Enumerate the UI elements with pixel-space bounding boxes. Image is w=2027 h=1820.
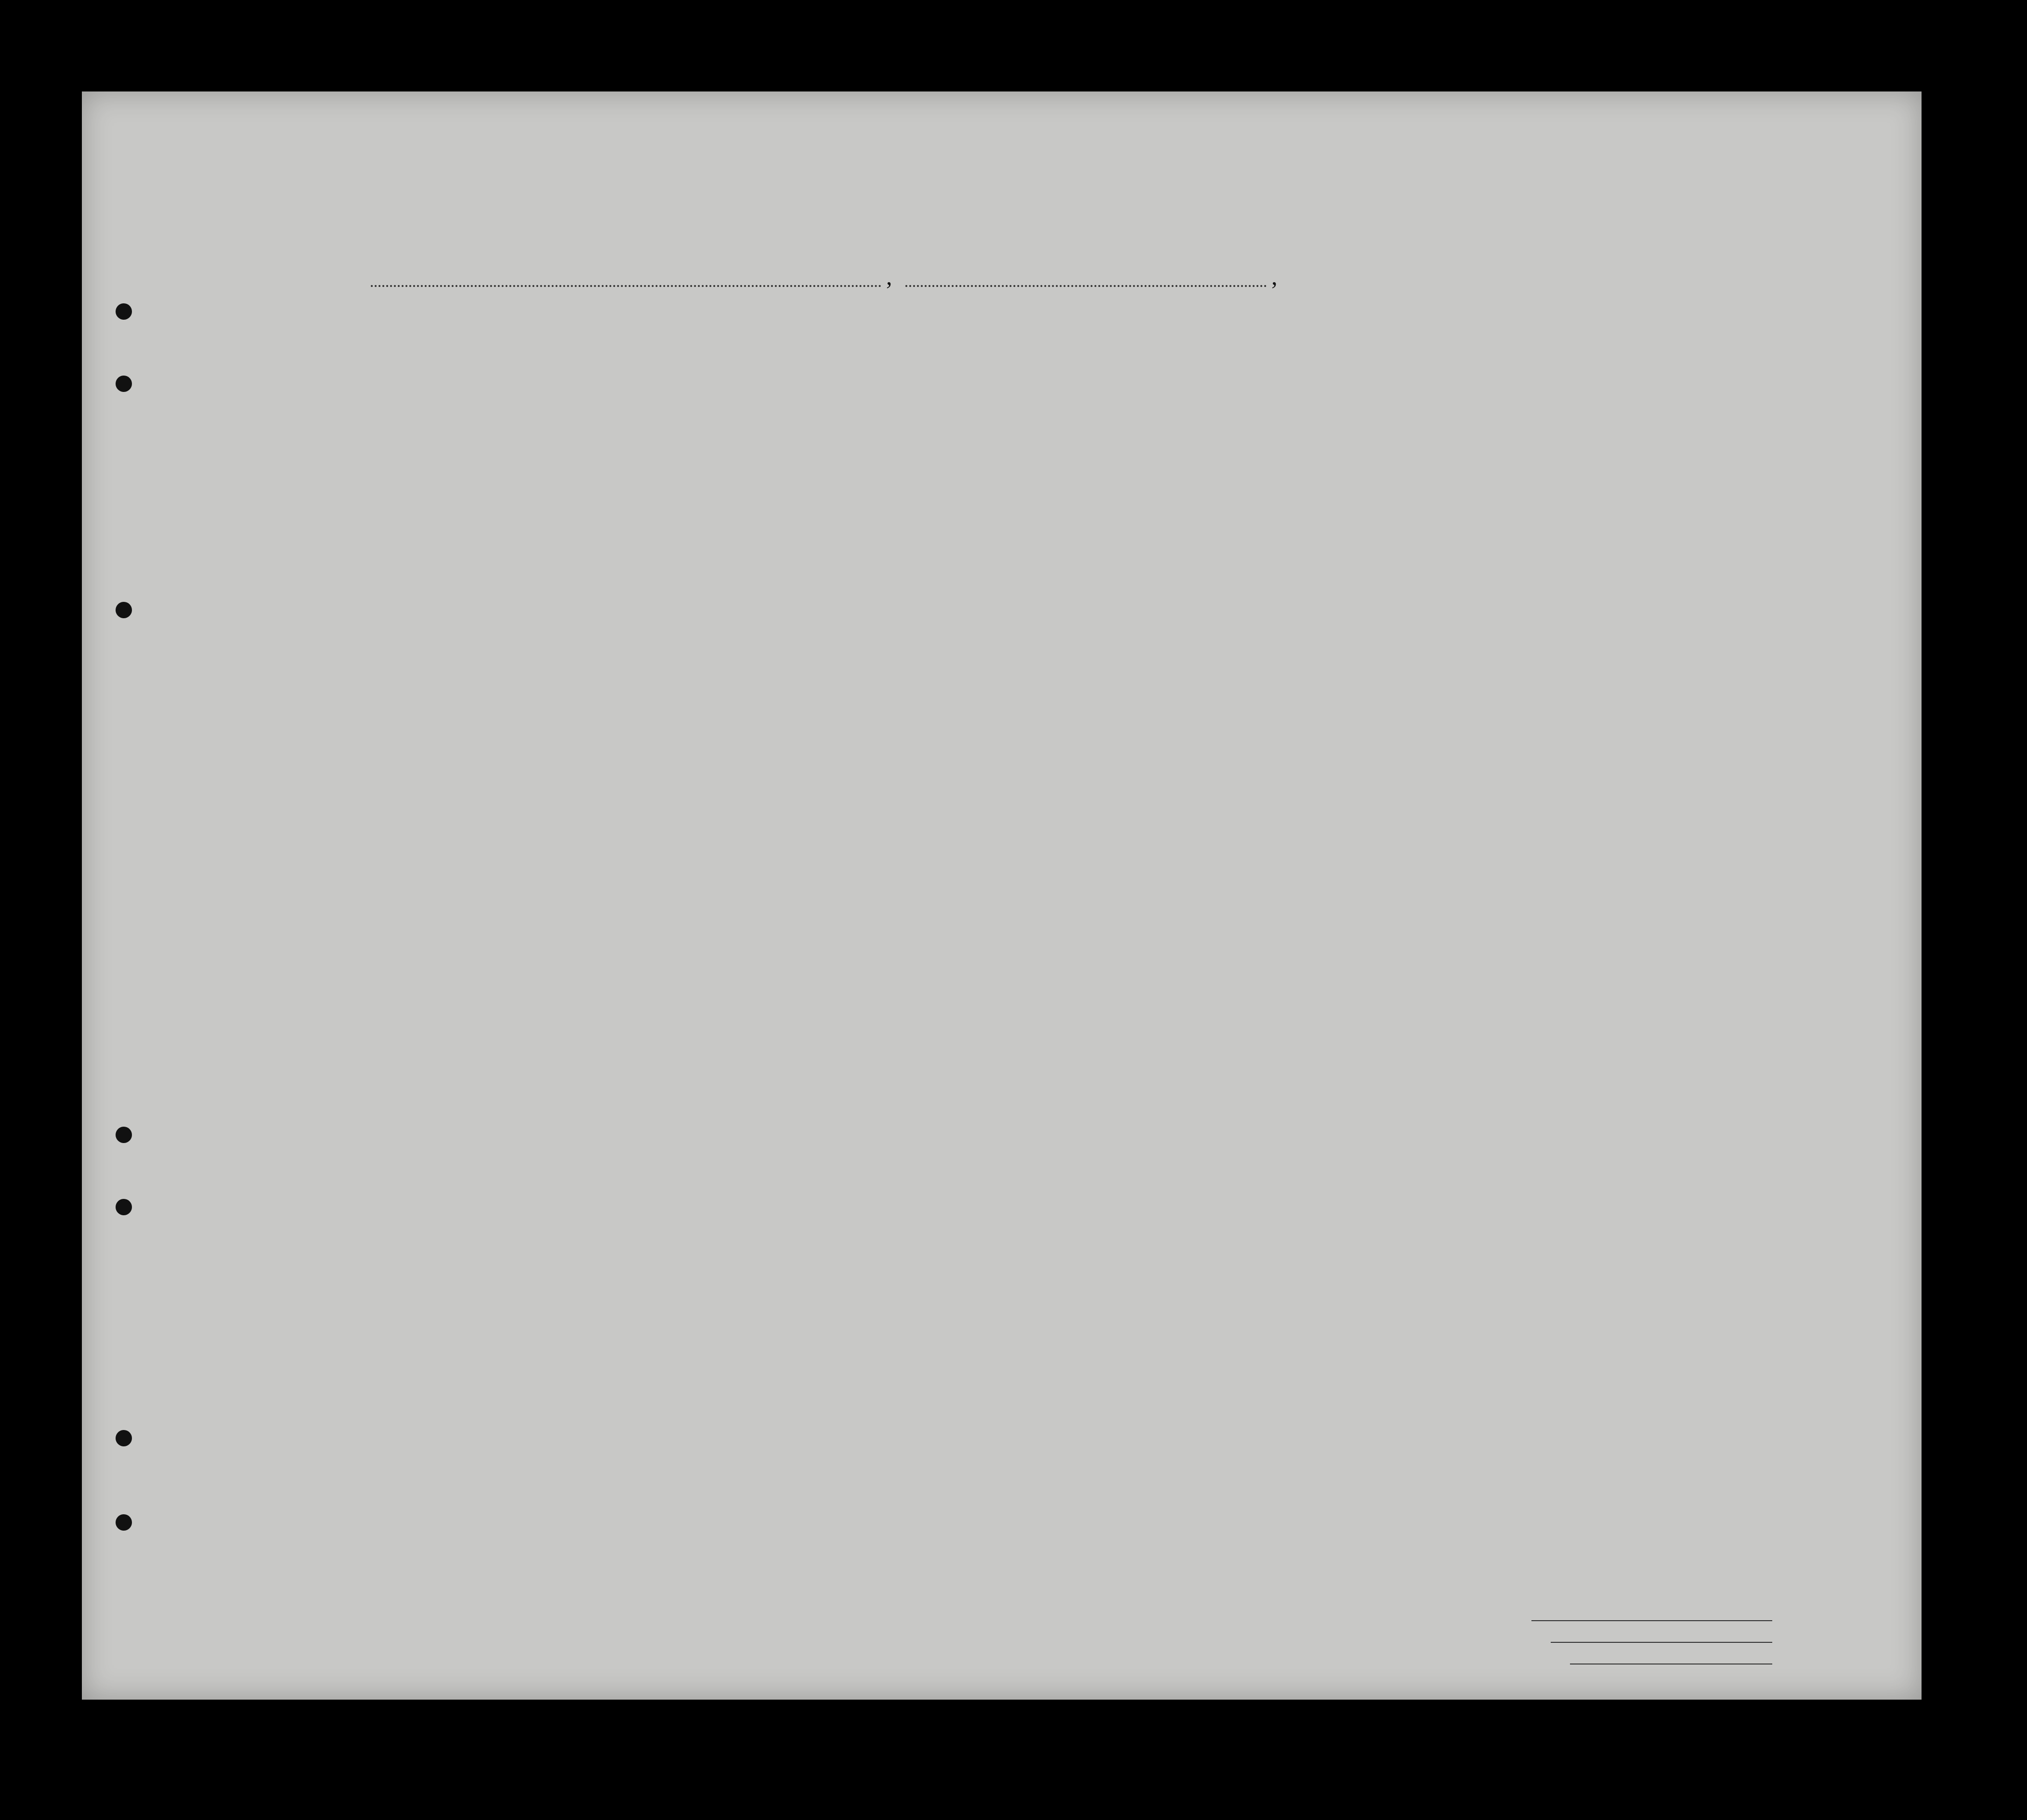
comma-2: , [1271,263,1278,290]
date-underline [905,285,1267,287]
owners-field [1551,1642,1772,1643]
port-underline [371,285,881,287]
binder-hole [116,1430,132,1446]
binder-hole [116,303,132,320]
line-field [1531,1620,1772,1621]
binder-hole [116,602,132,618]
binder-hole [116,1199,132,1215]
binder-hole [116,376,132,392]
comma: , [886,263,892,290]
manifest-sheet [82,91,1922,1700]
binder-hole [116,1127,132,1143]
binder-hole [116,1514,132,1531]
